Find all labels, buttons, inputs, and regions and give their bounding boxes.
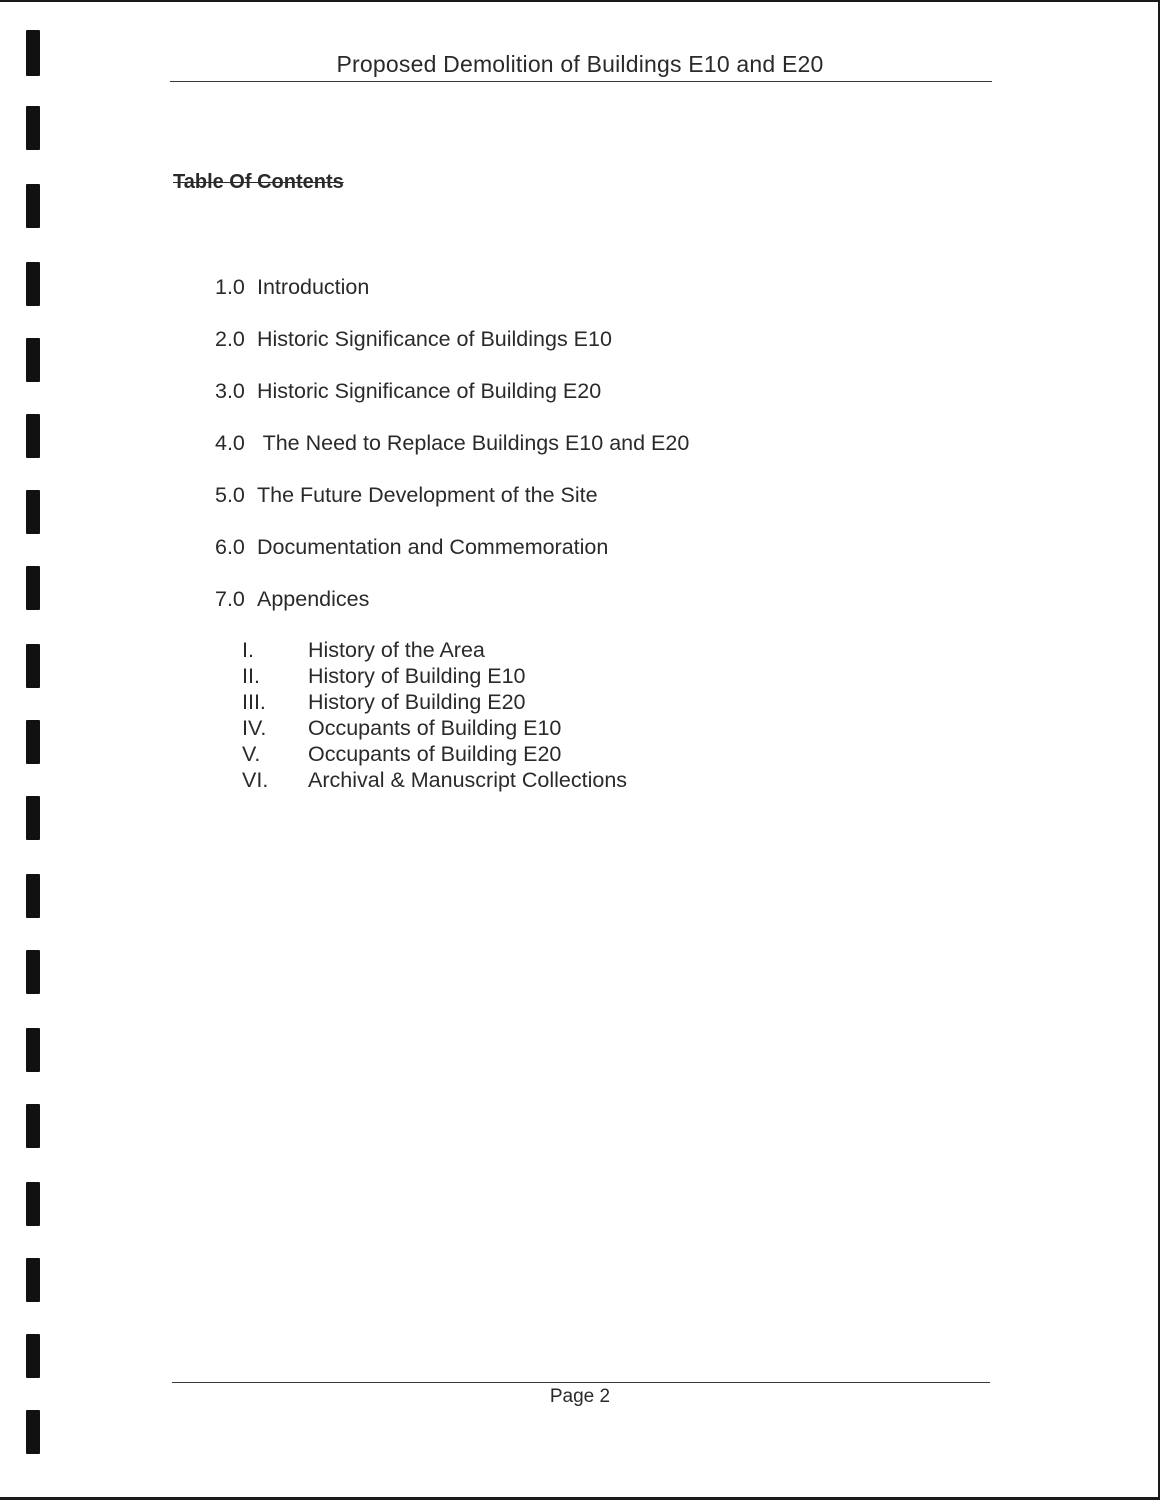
toc-item-label: Appendices xyxy=(257,587,370,611)
appendix-item-label: History of the Area xyxy=(308,638,485,662)
appendix-item-label: History of Building E20 xyxy=(308,690,526,714)
binding-mark xyxy=(26,338,40,382)
binding-mark xyxy=(26,1182,40,1226)
toc-item xyxy=(215,480,915,532)
toc-item-label: Historic Significance of Building E20 xyxy=(257,379,602,403)
toc-item-number: 5.0 xyxy=(215,483,245,507)
toc-item xyxy=(215,532,915,584)
binding-mark xyxy=(26,490,40,534)
appendix-item xyxy=(242,637,942,663)
toc-list xyxy=(215,272,915,636)
toc-item-number: 6.0 xyxy=(215,535,245,559)
binding-mark xyxy=(26,1334,40,1378)
binding-mark xyxy=(26,644,40,688)
binding-mark xyxy=(26,184,40,228)
toc-item xyxy=(215,428,915,480)
footer-rule xyxy=(172,1382,990,1383)
toc-item-label: The Future Development of the Site xyxy=(257,483,598,507)
binding-mark xyxy=(26,1104,40,1148)
toc-item-number: 2.0 xyxy=(215,327,245,351)
appendix-item-number: III. xyxy=(242,690,266,714)
toc-item-label: The Need to Replace Buildings E10 and E20 xyxy=(257,431,690,455)
toc-item xyxy=(215,272,915,324)
binding-mark xyxy=(26,262,40,306)
binding-mark xyxy=(26,796,40,840)
appendix-list xyxy=(242,637,942,793)
binding-mark xyxy=(26,106,40,150)
appendix-item xyxy=(242,741,942,767)
binding-mark xyxy=(26,1258,40,1302)
appendix-item xyxy=(242,715,942,741)
toc-item-number: 7.0 xyxy=(215,587,245,611)
binding-mark xyxy=(26,874,40,918)
appendix-item xyxy=(242,689,942,715)
appendix-item-number: IV. xyxy=(242,716,267,740)
document-header-title: Proposed Demolition of Buildings E10 and E20 xyxy=(336,51,824,77)
toc-item xyxy=(215,376,915,428)
binding-mark xyxy=(26,950,40,994)
binding-marks xyxy=(0,0,60,1500)
binding-mark xyxy=(26,566,40,610)
toc-item-label: Documentation and Commemoration xyxy=(257,535,609,559)
page-number: Page 2 xyxy=(549,1386,611,1407)
header-rule xyxy=(170,81,992,82)
toc-item xyxy=(215,584,915,636)
appendix-item-label: Occupants of Building E20 xyxy=(308,742,562,766)
toc-item-label: Introduction xyxy=(257,275,370,299)
appendix-item xyxy=(242,767,942,793)
binding-mark xyxy=(26,30,40,76)
toc-item-number: 4.0 xyxy=(215,431,245,455)
appendix-item-label: Occupants of Building E10 xyxy=(308,716,562,740)
toc-item-label: Historic Significance of Buildings E10 xyxy=(257,327,612,351)
toc-heading: Table Of Contents xyxy=(173,171,344,193)
binding-mark xyxy=(26,414,40,458)
binding-mark xyxy=(26,1410,40,1454)
toc-item-number: 3.0 xyxy=(215,379,245,403)
binding-mark xyxy=(26,720,40,764)
appendix-item-number: V. xyxy=(242,742,261,766)
appendix-item-label: Archival & Manuscript Collections xyxy=(308,768,628,792)
appendix-item-number: VI. xyxy=(242,768,269,792)
appendix-item xyxy=(242,663,942,689)
appendix-item-number: I. xyxy=(242,638,254,662)
binding-mark xyxy=(26,1028,40,1072)
toc-item-number: 1.0 xyxy=(215,275,245,299)
toc-item xyxy=(215,324,915,376)
appendix-item-number: II. xyxy=(242,664,260,688)
appendix-item-label: History of Building E10 xyxy=(308,664,526,688)
